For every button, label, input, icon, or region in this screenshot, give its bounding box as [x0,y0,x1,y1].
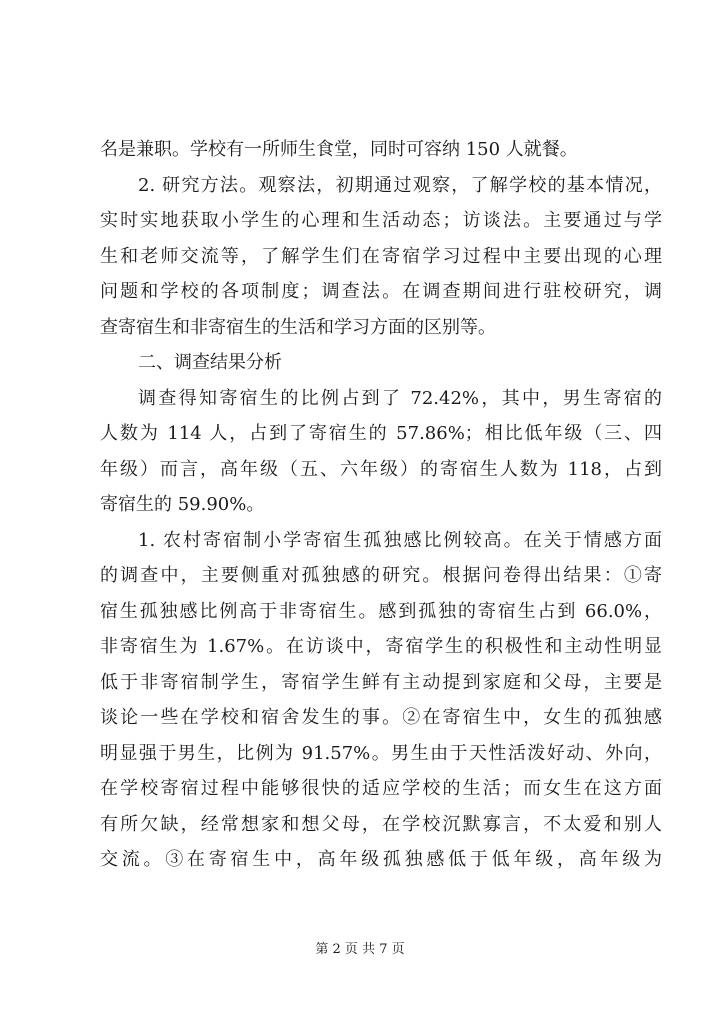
text-line: 的调查中，主要侧重对孤独感的研究。根据问卷得出结果：①寄 [100,565,662,586]
text-line: 宿生孤独感比例高于非寄宿生。感到孤独的寄宿生占到 66.0%， [100,600,662,622]
text-line: 明显强于男生，比例为 91.57%。男生由于天性活泼好动、外向， [100,742,662,764]
text-line: 寄宿生的 59.90%。 [100,494,265,515]
text-line: 生和老师交流等，了解学生们在寄宿学习过程中主要出现的心理 [100,245,662,267]
text-line: 1. 农村寄宿制小学寄宿生孤独感比例较高。在关于情感方面 [138,529,662,551]
text-line: 名是兼职。学校有一所师生食堂，同时可容纳 150 人就餐。 [100,139,578,160]
text-line: 低于非寄宿制学生，寄宿学生鲜有主动提到家庭和父母，主要是 [100,671,662,693]
text-line: 问题和学校的各项制度；调查法。在调查期间进行驻校研究，调 [100,281,662,302]
text-line: 年级）而言，高年级（五、六年级）的寄宿生人数为 118，占到 [100,458,662,480]
text-line: 二、调查结果分析 [138,352,282,373]
text-line: 实时实地获取小学生的心理和生活动态；访谈法。主要通过与学 [100,210,662,231]
text-line: 2. 研究方法。观察法，初期通过观察，了解学校的基本情况， [138,174,662,196]
text-line: 人数为 114 人，占到了寄宿生的 57.86%；相比低年级（三、四 [100,423,662,444]
document-body [100,132,662,878]
text-line: 交流。③在寄宿生中，高年级孤独感低于低年级，高年级为 [100,849,662,870]
text-line: 谈论一些在学校和宿舍发生的事。②在寄宿生中，女生的孤独感 [100,707,662,728]
text-line: 调查得知寄宿生的比例占到了 72.42%，其中，男生寄宿的 [138,387,662,409]
text-line: 查寄宿生和非寄宿生的生活和学习方面的区别等。 [100,316,496,338]
text-line: 非寄宿生为 1.67%。在访谈中，寄宿学生的积极性和主动性明显 [100,636,662,657]
text-line: 在学校寄宿过程中能够很快的适应学校的生活；而女生在这方面 [100,778,662,799]
text-line: 有所欠缺，经常想家和想父母，在学校沉默寡言，不太爱和别人 [100,813,662,835]
page-footer: 第 2 页 共 7 页 [315,942,405,957]
